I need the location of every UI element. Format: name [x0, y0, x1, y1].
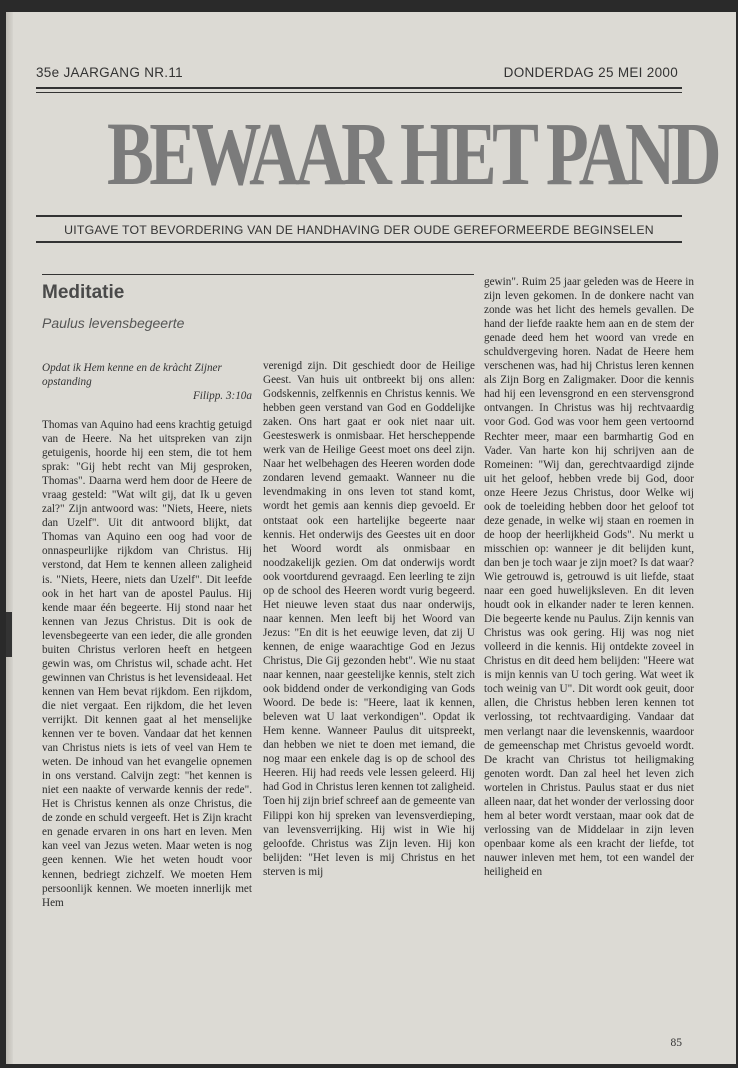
- column-2-text: verenigd zijn. Dit geschiedt door de Heilige Geest. Van huis uit ontbreekt bij ons allen: Godskennis, zelfkennis en Christus kennis. We hebben geen verstand van God en Goddelijke zaken. Ons hart gaat er ook niet naar uit. Geesteswerk is onmisbaar. Het herscheppende werk van de Heilige Geest moet ons deel zijn. Naar het welbehagen des Heeren worden dode zondaren levend gemaakt. Wanneer nu die levendmaking in ons leven tot stand komt, wordt het gemis aan kennis diep gevoeld. Er ontstaat ook een hartelijke begeerte naar kennis. Het onderwijs des Geestes uit en door het Woord wordt als onmisbaar en noodzakelijk gezien. Om dat onderwijs wordt ook voortdurend gevraagd. Een leerling te zijn op de school des Heeren wordt vurig begeerd. Het nieuwe leven staat dus naar onderwijs, naar kennen. Men leeft bij het Woord van Jezus: "En dit is het eeuwige leven, dat zij U kennen, de enige waarachtige God en Jezus Christus, Die Gij gezonden hebt". Wie nu staat naar kennen, naar geestelijke kennis, stelt zich ook biddend onder de verkondiging van Gods Woord. De bede is: "Heere, laat ik kennen, beleven wat U laat verkondigen". Opdat ik Hem kenne. Wanneer Paulus dit uitspreekt, dan hebben we niet te doen met iemand, die nog maar een enkele dag is op de school des Heeren. Hij had reeds vele lessen geleerd. Hij had God in Christus leren kennen tot zaligheid. Toen hij zijn brief schreef aan de gemeente van Filippi kon hij spreken van levensverdieping, van levensverrijking. Hij wist in Wie hij geloofde. Christus was Zijn leven. Hij kon belijden: "Het leven is mij Christus en het sterven is mij: [263, 360, 475, 878]
- article-column-1: [42, 418, 252, 910]
- top-rule-thin: [36, 92, 682, 93]
- top-rule: [36, 87, 682, 89]
- scripture-quote: [42, 361, 252, 403]
- subtitle-rule: [36, 241, 682, 243]
- column-3-text: gewin". Ruim 25 jaar geleden was de Heere in zijn leven gekomen. In de donkere nacht van zonde was het licht des hemels gevallen. De hand der liefde raakte hem aan en de stem der genade deed hem het woord van vrede en schuldvergeving horen. Nadat de Heere hem verschenen was, had hij Christus leren kennen als Zijn Borg en Zaligmaker. Door die kennis had hij een levensgrond en een stervensgrond ontvangen. In Christus was hij rechtvaardig voor God. God was voor hem geen vertoornd Rechter meer, maar een barmhartig God en Vader. Van harte kon hij schrijven aan de Romeinen: "Wij dan, gerechtvaardigd zijnde uit het geloof, hebben vrede bij God, door onze Heere Jezus Christus, door Welke wij ook de toeleiding hebben door het geloof tot deze genade, in welke wij staan en roemen in de hoop der heerlijkheid Gods". Nu merkt u misschien op: wanneer je dit belijden kunt, dan ben je toch waar je zijn moet? Is dat waar? Wie getrouwd is, getrouwd is uit liefde, staat naar een goed huwelijksleven. En dit leven houdt ook in elkander nader te leren kennen. Die begeerte kende nu Paulus. Zijn kennis van Christus was ook gering. Hij was nog niet volleerd in die kennis. Hij ontdekte zoveel in Christus en dit deed hem belijden: "Heere wat is mijn kennis van U toch gering. Wat weet ik toch weinig van U". Dit wordt ook geuit, door allen, die Christus hebben leren kennen tot verlossing, tot rechtvaardiging. Vandaar dat men verlangt naar die levenskennis, waardoor de gemeenschap met Christus gevoeld wordt. De kracht van Christus tot heiligmaking genoten wordt. Dan zal heel het leven zich wortelen in Christus. Paulus staat er dus niet alleen naar, dat het wonder der verlossing door hem al beter wordt verstaan, maar ook dat de verlossing van de Middelaar in zijn leven openbaar kome als een kracht der liefde, tot nauwer inleven met hem, tot een wandel der heiligheid en: [484, 276, 694, 878]
- page-spine: [6, 12, 13, 1064]
- section-heading: Meditatie: [42, 282, 125, 303]
- issue-number: 35e JAARGANG NR.11: [36, 65, 183, 80]
- column-1-text: Thomas van Aquino had eens krachtig getuigd van de Heere. Na het uitspreken van zijn getuigenis, hoorde hij een stem, die tot hem sprak: "Gij hebt recht van Mij gesproken, Thomas". Daarna werd hem door de Heere de vraag gesteld: "Wat wilt gij, dat Ik u geven zal?" Zijn antwoord was: "Niets, Heere, niets dan Uzelf". Uit dit antwoord blijkt, dat Thomas van Aquino een oog had voor de onnaspeurlijke rijkdom van Christus. Hij verstond, dat Hem te kennen alleen zaligheid is. "Niets, Heere, niets dan Uzelf". Dit leefde ook in het hart van de apostel Paulus. Hij kende maar één begeerte. Hij stond naar het kennen van Jezus Christus. Dit is ook de levensbegeerte van een ieder, die alle gronden buiten Christus verloren heeft en hetgeen gewin was, om Christus wil, schade acht. Het gewinnen van Christus is het levensideaal. Het kennen van Hem bevat rijkdom. Een rijkdom, die niet vergaat. Een rijkdom, die het leven verrijkt. Dit kennen gaat al het menselijke kennen ver te boven. Vandaar dat het kennen van Christus niets is iets of veel van Hem te weten. De inhoud van het evangelie opnemen in ons verstand. Calvijn zegt: "het kennen is niet een naakte of verwarde kennis der rede". Het is Christus kennen als onze Christus, die de zonde en schuld vergeeft. Het is Zijn kracht en genade ervaren in ons hart en leven. Men kan veel van Jezus weten. Maar weten is nog geen kennen. Wie het weten houdt voor kennen, bedriegt zichzelf. We moeten Hem persoonlijk kennen. We moeten innerlijk met Hem: [42, 419, 252, 909]
- article-title: Paulus levensbegeerte: [42, 315, 185, 331]
- article-column-2: [263, 359, 475, 879]
- quote-text: Opdat ik Hem kenne en de kràcht Zijner opstanding: [42, 362, 222, 388]
- masthead-subtitle: UITGAVE TOT BEVORDERING VAN DE HANDHAVING DER OUDE GEREFORMEERDE BEGINSELEN: [64, 223, 654, 237]
- section-rule: [42, 274, 474, 275]
- masthead-rule: [36, 215, 682, 217]
- binding-mark: [6, 612, 12, 657]
- issue-date: DONDERDAG 25 MEI 2000: [503, 65, 678, 80]
- article-column-3: [484, 275, 694, 879]
- page-number: 85: [670, 1037, 682, 1049]
- newspaper-page: [6, 12, 736, 1064]
- quote-reference: Filipp. 3:10a: [192, 390, 252, 402]
- masthead-title: BEWAAR HET PAND: [107, 105, 717, 204]
